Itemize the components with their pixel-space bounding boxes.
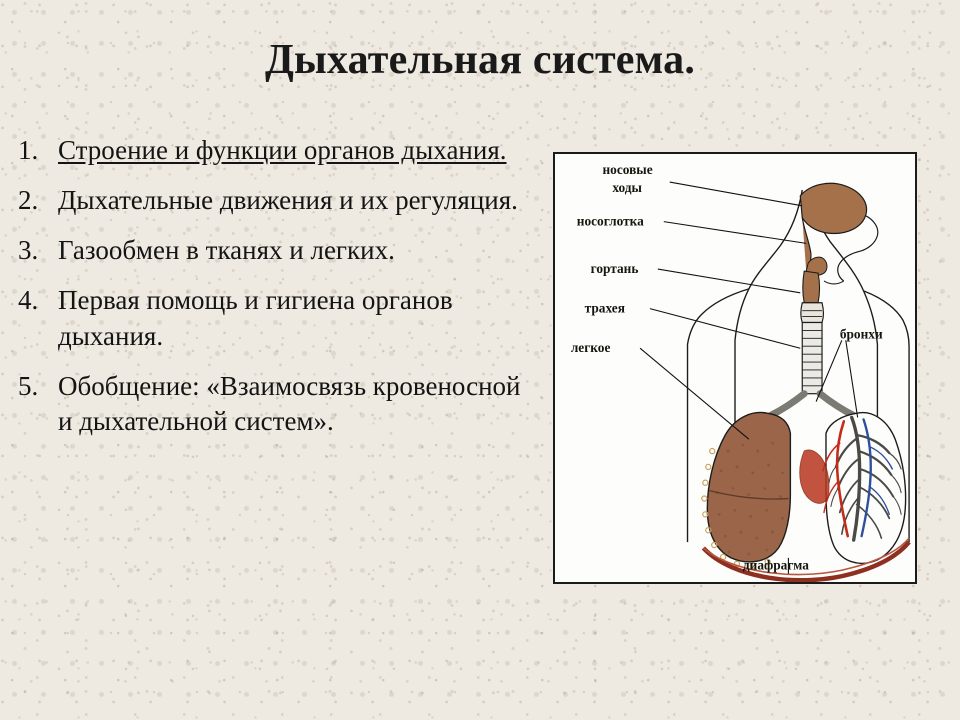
list-item-label: Обобщение: «Взаимосвязь кровеносной и дыхательной систем». xyxy=(58,370,521,437)
list-item-label: Газообмен в тканях и легких. xyxy=(58,234,395,265)
list-item-label: Строение и функции органов дыхания. xyxy=(58,135,507,165)
list-item-number: 3. xyxy=(18,234,39,265)
list-item-number: 5. xyxy=(18,370,39,401)
figure-label-lung: легкое xyxy=(570,340,611,356)
list-item xyxy=(14,369,534,441)
figure-label-nasal-passages-2: ходы xyxy=(612,179,642,195)
figure-label-trachea: трахея xyxy=(584,300,625,316)
figure-label-bronchi: бронхи xyxy=(839,326,883,342)
list-item-label: Дыхательные движения и их регуляция. xyxy=(58,184,518,215)
list-item xyxy=(14,233,534,269)
list-item xyxy=(14,183,534,219)
figure-label-nasal-passages: носовые xyxy=(602,162,653,178)
list-item-number: 2. xyxy=(18,184,39,215)
agenda-list xyxy=(14,133,534,454)
list-item-label: Первая помощь и гигиена органов дыхания. xyxy=(58,284,453,351)
figure-label-larynx: гортань xyxy=(590,261,639,277)
respiratory-system-diagram xyxy=(553,152,917,584)
list-item xyxy=(14,283,534,355)
figure-label-diaphragm: диафрагма xyxy=(742,557,809,573)
figure-label-nasopharynx: носоглотка xyxy=(576,213,644,229)
list-item-number: 4. xyxy=(18,284,39,315)
page-title: Дыхательная система. xyxy=(264,37,696,83)
list-item-number: 1. xyxy=(18,135,39,165)
list-item xyxy=(14,133,534,169)
